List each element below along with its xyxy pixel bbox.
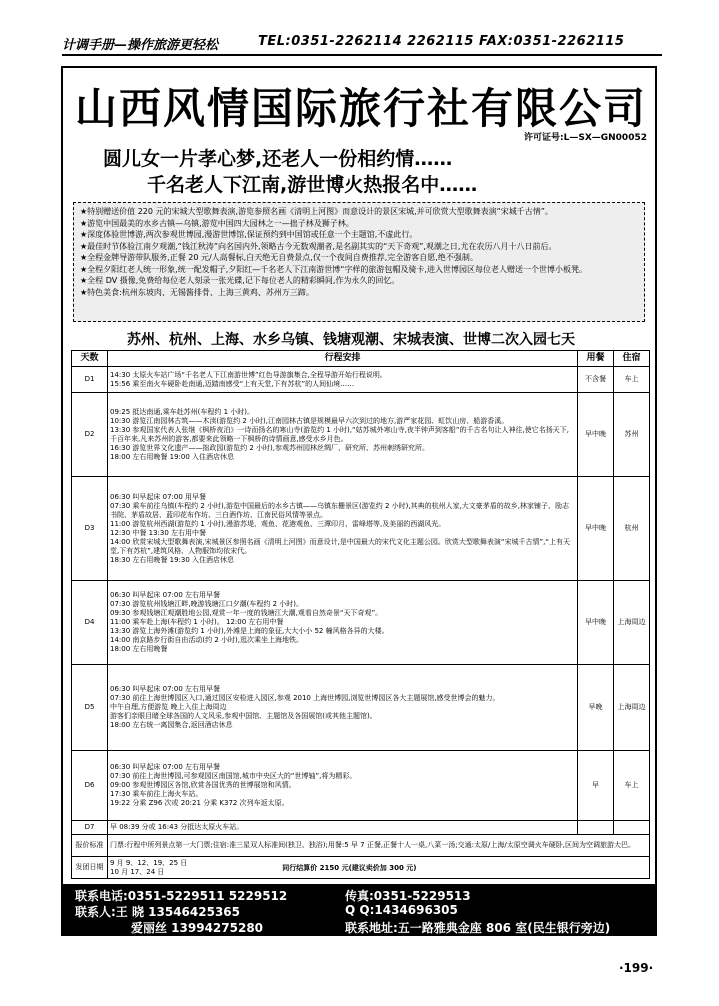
header-day: 天数 — [72, 351, 108, 367]
itinerary-table — [71, 350, 650, 879]
content-cell: 06:30 叫早起床 07:00 用早餐 07:30 乘车前往乌镇(车程约 2 小时),游览中国最后的水乡古镇——乌镇东栅景区(游览约 2 小时),其典的杭州人家,大文豪茅盾的故乡,林家铺子、励志书院、茅盾故居、蓝印花布作坊、三白酒作坊、江南民俗风情等景点。 11:00 游览杭州西湖(游览约 1 小时),漫游苏堤、观鱼、花港观鱼、三潭印月、雷峰塔等,及美丽的西湖风光。 12:30 中餐 13:30 左右用中餐 14:00 欣赏宋城大型歌舞表演,宋城景区参照名画《清明上河图》而意设计,是中国最大的宋代文化主题公园。欣赏大型歌舞表演“宋城千古情”,“上有天堂,下有苏杭”,建筑风格、人物服饰均依宋代。 18:30 左右用晚餐 19:30 入住酒店休息 — [108, 477, 578, 581]
feature-item: ★深度体验世博游,两次参观世博园,漫游世博馆,保证预约到中国馆或任意一个主题馆,不虚此行。 — [80, 230, 418, 239]
feature-item: ★特别赠送价值 220 元的宋城大型歌舞表演,游览参照名画《清明上河图》而意设计的景区宋城,并可欣赏大型歌舞表演“宋城千古情”。 — [80, 207, 553, 216]
content-cell: 门票:行程中所列景点第一大门票;住宿:准三星双人标准间(独卫、独浴);用餐:5 早 7 正餐,正餐十人一桌,八菜一汤;交通:太原/上海/太原空调火车硬卧,区间为空调旅游大巴。 — [108, 835, 650, 857]
stay-cell — [614, 821, 650, 835]
table-row — [72, 581, 650, 665]
feature-list — [73, 202, 645, 322]
day-cell: D3 — [72, 477, 108, 581]
departure-dates: 9 月 9、12、19、25 日 10 月 17、24 日 — [110, 858, 188, 876]
table-row — [72, 367, 650, 393]
dates-price-cell — [108, 857, 650, 879]
table-row — [72, 751, 650, 821]
content-cell: 早 08:39 分或 16:43 分抵达太原火车站。 — [108, 821, 578, 835]
price-text: 同行结算价 2150 元(建议卖价加 300 元) — [282, 863, 417, 872]
feature-item: ★特色美食:杭州东坡肉、无锡酱排骨、上海三黄鸡、苏州万三蹄。 — [80, 287, 314, 297]
header-stay: 住宿 — [614, 351, 650, 367]
header-rule — [62, 54, 662, 56]
feature-item: ★最佳时节体验江南夕观潮,“钱江秋涛”向名国内外,领略古今无数观潮者,是名副其实的“天下奇观”,观潮之日,尤在农历八月十八日前后。 — [80, 241, 557, 251]
company-name: 山西风情国际旅行社有限公司 — [75, 84, 648, 133]
meal-cell: 早中晚 — [578, 581, 614, 665]
contact-qq: Q Q:1434696305 — [345, 903, 458, 917]
stay-cell: 车上 — [614, 367, 650, 393]
contact-block — [63, 884, 655, 934]
content-cell: 09:25 抵达南通,乘车赴苏州(车程约 1 小时)。 10:30 游览江南园林古筑——木渎(游览约 2 小时),江南园林古镇是规模最早六次到过的地方,游严家花园、虹饮山房、船游香溪。 13:30 参观国家代表人张继《枫桥夜泊》一诗而扬名的寒山寺(游览约 1 小时),“姑苏城外寒山寺,夜半钟声到客船”的千古名句让人神往,使它名扬天下,千百年来,凡来苏州的游客,都要来此领略一下枫桥的诗情画意,感受水乡月色。 16:30 游览世界文化遗产——拙政园(游览约 2 小时),参观苏州园林丝绸厂、研究所、苏州刺绣研究所。 18:00 左右用晚餐 19:00 入住酒店休息 — [108, 393, 578, 477]
table-row — [72, 835, 650, 857]
content-cell: 14:30 太原火车站广场“千名老人下江南游世博”红色导游旗集合,全程导游开始行程说明。 15:56 乘至南火车硬卧赴南通,迈踏南感受“上有天堂,下有苏杭”的人间仙境…… — [108, 367, 578, 393]
content-cell: 06:30 叫早起床 07:00 左右用早餐 07:30 前往上海世博园区入口,通过园区安检进入园区,参观 2010 上海世博园,浏览世博园区各大主题展馆,感受世博会的魅力。 中午自理,方便游览 晚上入住上海周边 游客们亲眼目睹全球各国的人文风采,参观中国馆、主题馆及各国展馆(或其他主题馆)。 18:00 左右统一离园集合,返回酒店休息 — [108, 665, 578, 751]
header-itinerary: 行程安排 — [108, 351, 578, 367]
contact-address: 联系地址:五一路雅典金座 806 室(民生银行旁边) — [345, 921, 611, 935]
stay-cell: 上海周边 — [614, 665, 650, 751]
header-tel: TEL:0351-2262114 2262115 FAX:0351-2262115 — [258, 34, 625, 49]
meal-cell: 不含餐 — [578, 367, 614, 393]
page-number: ·199· — [619, 961, 654, 975]
meal-cell: 早中晚 — [578, 477, 614, 581]
stay-cell: 苏州 — [614, 393, 650, 477]
dates-label-cell: 发团日期 — [72, 857, 108, 879]
meal-cell: 早晚 — [578, 665, 614, 751]
feature-item: ★游览中国最美的水乡古镇—乌镇,游览中国四大园林之一—拙子林及狮子林。 — [80, 218, 354, 228]
meal-cell: 早中晚 — [578, 393, 614, 477]
day-cell: D5 — [72, 665, 108, 751]
contact-person-1: 联系人:王 晓 13546425365 — [75, 905, 241, 919]
day-cell: D7 — [72, 821, 108, 835]
day-cell: D2 — [72, 393, 108, 477]
advertisement — [61, 66, 657, 936]
price-row — [72, 857, 650, 879]
table-header-row — [72, 351, 650, 367]
table-row — [72, 393, 650, 477]
day-cell: D6 — [72, 751, 108, 821]
contact-phone: 联系电话:0351-5229511 5229512 — [75, 889, 288, 903]
feature-item: ★全程夕阳红老人统一形象,统一配发帽子,夕阳红—千名老人下江南游世博“字样的旅游包帽及骑卡,进入世博园区每位老人赠送一个世博小板凳。 — [80, 264, 587, 274]
header-meal: 用餐 — [578, 351, 614, 367]
route-title: 苏州、杭州、上海、水乡乌镇、钱塘观潮、宋城表演、世博二次入园七天 — [127, 332, 575, 348]
meal-cell — [578, 821, 614, 835]
day-cell: 报价标准 — [72, 835, 108, 857]
slogan-line-2: 千名老人下江南,游世博火热报名中…… — [147, 174, 478, 196]
content-cell: 06:30 叫早起床 07:00 左右用早餐 07:30 前往上海世博园,可参观园区南国馆,城市中央区大的“世博轴”,将为精彩。 09:00 参观世博园区各馆,欣赏各国优秀的世博展馆和风情。 17:30 乘车前往上海火车站。 19:22 分乘 Z96 次或 20:21 分乘 K372 次列车返太原。 — [108, 751, 578, 821]
table-row — [72, 821, 650, 835]
page-header — [62, 34, 662, 54]
table-row — [72, 477, 650, 581]
stay-cell: 上海周边 — [614, 581, 650, 665]
header-slogan: 计调手册—操作旅游更轻松 — [62, 38, 219, 53]
license-number: 许可证号:L—SX—GN00052 — [524, 133, 647, 143]
contact-fax: 传真:0351-5229513 — [345, 889, 471, 903]
day-cell: D1 — [72, 367, 108, 393]
feature-item: ★全程金牌导游带队服务,正餐 20 元/人高餐标,白天绝无自费景点,仅一个夜间自费推荐,完全游客自愿,绝不强制。 — [80, 253, 478, 262]
feature-item: ★全程 DV 摄像,免费给每位老人刻录一张光碟,记下每位老人的精彩瞬间,作为永久的回忆。 — [80, 276, 400, 285]
stay-cell: 杭州 — [614, 477, 650, 581]
slogan-line-1: 圆儿女一片孝心梦,还老人一份相约情…… — [103, 148, 453, 170]
stay-cell: 车上 — [614, 751, 650, 821]
table-row — [72, 665, 650, 751]
contact-person-2: 爱丽丝 13994275280 — [131, 921, 264, 935]
content-cell: 06:30 叫早起床 07:00 左右用早餐 07:30 游览杭州钱塘江畔,晚游钱塘江口夕潮(车程约 2 小时)。 09:30 参观钱塘江观潮胜地公园,观赏一年一度的钱塘江大潮,观看自然奇景“天下奇观”。 11:00 乘车赴上海(车程约 1 小时)。 12:00 左右用中餐 13:30 游览上海外滩(游览约 1 小时),外滩是上海的象征,大大小小 52 幢风格各异的大楼。 14:00 南京路步行街自由活动(约 2 小时),逛次乘坐上海地铁。 18:00 左右用晚餐 — [108, 581, 578, 665]
day-cell: D4 — [72, 581, 108, 665]
meal-cell: 早 — [578, 751, 614, 821]
